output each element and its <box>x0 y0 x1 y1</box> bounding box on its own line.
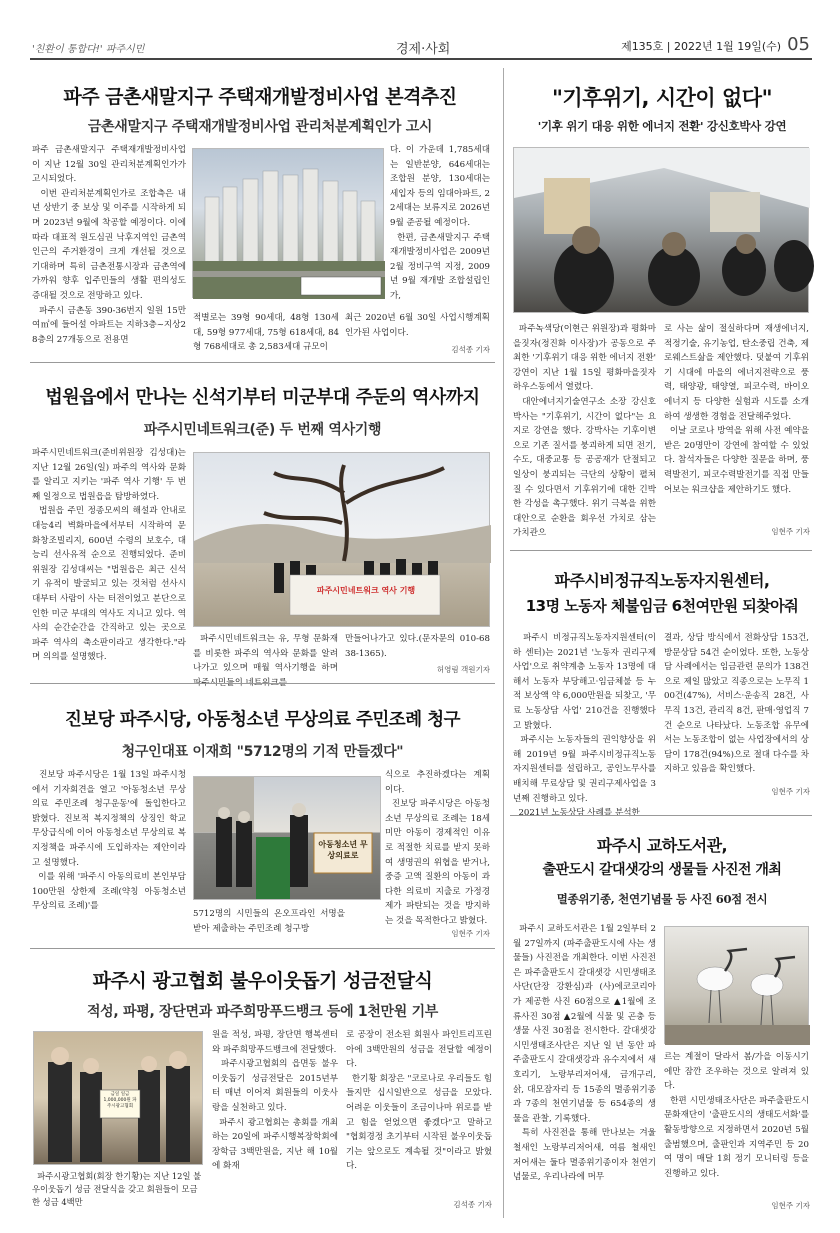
subhead-a2: 파주시민네트워크(준) 두 번째 역사기행 <box>143 422 382 438</box>
a3-col2: 5712명의 시민들의 온오프라인 서명을 받아 제출하는 주민조례 청구방 <box>193 909 348 934</box>
photo-history-tour-group <box>193 452 490 627</box>
photo-spoonbills <box>664 926 809 1044</box>
a4-caption: 파주시광고협회(회장 한기황)는 지난 12일 불우이웃돕기 성금 전달식을 갖고 회원들이 모금한 성금 4백만 <box>32 1171 202 1207</box>
a2-col1: 파주시민네트워크(준비위원장 김성대)는 지난 12월 26일(일) 파주의 역사와 문화를 알리고 지키는 '파주 역사 기행' 두 번째 일정으로 법원읍을 탐방하였다. 법원읍 주민 정종모씨의 해설과 안내로 대능4리 벽화마을에서부터 시작하여 문화창조빌리지, 600년 수령의 보호수, 대능리 선사유적 순으로 진행되었다. 준비위원장 김성대씨는 "법원읍은 최근 신석기 유적이 발굴되고 있는 것처럼 선사시대부터 사람이 사는 터전이었고 분단으로 인한 미군 부대의 역사도 지니고 있다. 역사의 순간순간을 간직하고 있는 곳으로 파주 역사의 축소판이라고 생각한다."라며 의의를 설명했다. <box>32 448 186 663</box>
issue-date: 제135호 | 2022년 1월 19일(수) <box>621 40 782 53</box>
subhead-a7: 멸종위기종, 천연기념물 등 사진 60점 전시 <box>556 892 768 906</box>
header-rule <box>30 58 812 60</box>
subhead-a1: 금촌새말지구 주택재개발정비사업 관리처분계획인가 고시 <box>87 119 433 135</box>
subhead-a3: 청구인대표 이재희 "5712명의 기적 만들겠다" <box>121 744 404 760</box>
divider-a5 <box>510 550 812 551</box>
a7-col1: 파주시 교하도서관은 1월 2일부터 2월 27일까지 (파주출판도시에 사는 생물들) 사진전을 개최한다. 이번 사진전은 파주출판도시 갈대샛강 시민생태조사단(단장 강환심)과 (사)에코코리아가 제공한 사진 60점으로 ▲1월에 조류사진 30점 ▲2월에 식물 및 곤충 등 생물 사진 30점을 전시한다. 갈대샛강 시민생태조사단은 지난 일 년 동안 파주출판도시 갈대샛강과 유수지에서 새호리기, 노랑부리저어새, 금개구리, 삵, 대모잠자리 등 15종의 멸종위기종과 7종의 천연기념물 등 654종의 생물을 관찰, 기록했다. 특히 사진전을 통해 만나보는 겨울 철새인 노랑부리저어새, 여름 철새인 저어새는 둘다 멸종위기종이자 천연기념물로, 우리나라에 머무 <box>513 924 656 1183</box>
a1-col2: 적별로는 39형 90세대, 48형 130세대, 59형 977세대, 75형 618세대, 84형 768세대로 총 2,583세대 규모이 <box>193 313 339 353</box>
donation-board-text: 금일 일금 1,000,000원 파주시광고협회 <box>103 1092 137 1109</box>
a4-byline: 김석종 기자 <box>453 1200 492 1209</box>
a6-col1: 파주시 비정규직노동자지원센터(이하 센터)는 2021년 '노동자 권리구제사업'으로 취약계층 노동자 13명에 대해서 노동자 부당해고·임금체불 등 누적 보상액 약 6,000만원을 되찾고, '무료 노동상담 사업' 210건을 진행했다고 밝혔다. 파주시는 노동자들의 권익향상을 위해 2019년 9월 파주시비정규직노동자지원센터를 설립하고, 공인노무사를 배치해 무료상담 및 권리구제사업을 3년째 진행하고 있다. 2021년 노동상담 사례를 분석한 <box>513 633 656 819</box>
a2-byline: 허영림 객원기자 <box>436 665 490 674</box>
a1-byline: 김석종 기자 <box>451 345 490 354</box>
a5-col1: 파주녹색당(이현근 위원장)과 평화마을짓자(정진화 이사장)가 공동으로 주최한 '기후위기 대응 위한 에너지 전환' 강연이 지난 1월 15일 평화마을짓자 하우스동에서 열렸다. 대안에너지기술연구소 소장 강신호 박사는 "기후위기, 시간이 없다"는 요지로 강연을 했다. 강박사는 기후이변으로 기존 질서를 붕괴하게 되면 전기, 수도, 대중교통 등 공공재가 단절되고 일상이 붕괴되는 극단의 상황이 펼쳐질 수 있다면서 기후위기에 대한 긴박한 각성을 촉구했다. 위기 극복을 위한 대안으로 순환을 회우선 가치로 삼는 가치관으 <box>513 324 656 539</box>
tour-illustration <box>194 453 491 628</box>
headline-a7-line1: 파주시 교하도서관, <box>596 836 728 855</box>
tour-banner-text: 파주시민네트워크 역사 기행 <box>316 586 416 595</box>
headline-a6-line1: 파주시비정규직노동자지원센터, <box>554 571 770 590</box>
subhead-a4: 적성, 파평, 장단면과 파주희망푸드뱅크 등에 1천만원 기부 <box>86 1004 439 1020</box>
a6-byline: 임현주 기자 <box>771 787 810 796</box>
a2-col3: 만들어나가고 있다.(문자문의 010-6838-1365). <box>345 634 490 659</box>
a7-col2: 르는 계절이 달라서 봄/가을 이동시기에만 잠깐 조우하는 것으로 알려져 있다. 한편 시민생태조사단은 파주출판도시문화재단이 '출판도시의 생태도서화'를 활동방향으로 지정하면서 2020년 5월 출범했으며, 출판인과 지역주민 등 20여 명이 매달 1회 정기 모니터링 등을 진행하고 있다. <box>664 1052 810 1179</box>
photo-apartment-rendering <box>192 148 384 298</box>
a1-col1: 파주 금촌새말지구 주택재개발정비사업이 지난 12월 30일 관리처분계획인가가 고시되었다. 이번 관리처분계획인가로 조합측은 내년 상반기 중 보상 및 이주를 시작하게 되며 2023년 9월에 착공할 예정이다. 이에 따라 대표적 원도심권 낙후지역인 금촌역 인근의 주거환경이 크게 개선될 것으로 기대하며 특히 금촌전통시장과 금촌역에 가까워 향후 입주민들의 생활 편의성도 증대될 것으로 전망하고 있다. 파주시 금촌동 390-36번지 일원 15만여㎡에 들어설 아파트는 지하3층~지상28층의 27개동으로 전용면 <box>32 145 186 345</box>
photo-press-conference <box>193 776 381 900</box>
headline-a1: 파주 금촌새말지구 주택재개발정비사업 본격추진 <box>63 86 457 108</box>
apartment-illustration <box>193 149 385 299</box>
press-sign-text: 아동청소년 무상의료로 <box>318 840 368 860</box>
a5-byline: 임현주 기자 <box>771 527 810 536</box>
page-number: 05 <box>787 34 810 55</box>
a4-col3: 로 공장이 전소된 회원사 파인트리프린아에 3백만원의 성금을 전달할 예정이다. 한기황 회장은 "코로나로 우리들도 힘들지만 십시일반으로 성금을 모았다. 어려운 이웃들이 조금이나마 위로를 받고 힘을 얻었으면 좋겠다"고 말하고 "협회경정 초기부터 시작된 불우이웃돕기는 앞으로도 계속될 것"이라고 밝혔다. <box>346 1030 492 1172</box>
a1-col3b: 최근 2020년 6월 30일 사업시행계획인가된 사업이다. <box>345 313 490 338</box>
photo-climate-lecture <box>513 147 809 313</box>
headline-a5: "기후위기, 시간이 없다" <box>551 86 773 110</box>
headline-a2: 법원읍에서 만나는 신석기부터 미군부대 주둔의 역사까지 <box>45 387 480 408</box>
a3-col3: 식으로 추진하겠다는 계획이다. 진보당 파주시당은 아동청소년 무상의료 조례는 18세 미만 아동이 경제적인 이유로 적절한 치료를 받지 못하여 생명권의 위협을 받거나, 중증 고액 질환의 아동이 과다한 의료비 지출로 가정경제가 파탄되는 것을 방지하는 것을 목적한다고 밝혔다. <box>385 770 490 926</box>
a1-col3a: 다. 이 가운데 1,785세대는 일반분양, 646세대는 조합원 분양, 130세대는 세입자 등의 임대아파트, 22세대는 보류지로 2026년 9월 준공될 예정이다. 한편, 금촌새말지구 주택재개발정비사업은 2009년 2월 정비구역 지정, 2009년 9월 재개발 조합설립인가, <box>390 145 490 301</box>
a6-col2: 결과, 상담 방식에서 전화상담 153건, 방문상담 54건 순이었다. 또한, 노동상담 사례에서는 임금관련 문의가 138건으로 제일 많았고 직종으로는 노무직 100건(47%), 서비스·운송직 28건, 사무직 13건, 관리직 8건, 판매·영업직 7건 순으로 나타났다. 노동조합 유무에서는 노동조합이 없는 사업장에서의 상담이 178건(94%)으로 절대 다수를 차지하고 있음을 확인했다. <box>664 633 812 775</box>
headline-a4: 파주시 광고협회 불우이웃돕기 성금전달식 <box>92 970 433 992</box>
divider-a2 <box>30 683 495 684</box>
subhead-a5: '기후 위기 대응 위한 에너지 전환' 강신호박사 강연 <box>537 119 787 133</box>
a3-col1: 진보당 파주시당은 1월 13일 파주시청에서 기자회견을 열고 '아동청소년 무상의료 주민조례 청구운동'에 돌입한다고 밝혔다. 진보적 복지정책의 상징인 학교 무상급식에 이어 아동청소년 무상의료 복지정책을 파주시에 도입하자는 제안이라고 설명했다. 이를 위해 '파주시 아동의료비 본인부담 100만원 상한제 조례(약칭 아동청소년 무상의료 조례)'를 <box>32 770 186 912</box>
headline-a3: 진보당 파주시당, 아동청소년 무상의료 주민조례 청구 <box>64 710 461 730</box>
column-divider <box>503 68 504 1218</box>
divider-a6 <box>510 815 812 816</box>
a3-byline: 임현주 기자 <box>451 929 490 938</box>
headline-a7-line2: 출판도시 갈대샛강의 생물들 사진전 개최 <box>542 862 782 878</box>
issue-info <box>621 34 810 55</box>
a7-byline: 임현주 기자 <box>771 1201 810 1210</box>
a4-col2: 원을 적성, 파평, 장단면 행복센터와 파주희망푸드뱅크에 전달했다. 파주시광고협회의 읍면동 불우이웃돕기 성금전달은 2015년부터 매년 이어져 회원들의 이웃사랑을 실천하고 있다. 파주시 광고협회는 총회를 개최하는 20일에 파주시행복장학회에 장학금 3백만원을, 지난 해 10월에 화재 <box>212 1030 339 1172</box>
masthead-slogan: '친환이 통합다!' 파주시민 <box>32 44 145 55</box>
divider-a3 <box>30 948 495 949</box>
section-title: 경제·사회 <box>396 42 451 57</box>
divider-a1 <box>30 362 495 363</box>
lecture-illustration <box>514 148 810 314</box>
headline-a6-line2: 13명 노동자 체불임금 6천여만원 되찾아줘 <box>525 597 799 615</box>
photo-donation-ceremony <box>33 1031 203 1165</box>
spoonbill-illustration <box>665 927 810 1045</box>
a2-col2: 파주시민네트워크는 유, 무형 문화재를 비롯한 파주의 역사와 문화를 알려 나가고 있으며 매월 역사기행을 하며 파주시민들의 네트워크를 <box>193 634 341 688</box>
a5-col2: 로 사는 삶이 절실하다며 재생에너지, 적정기술, 유기농업, 탄소중립 건축, 제로웨스트삶을 제안했다. 덧붙여 기후위기 시대에 마을의 에너지전략으로 풍력, 태양광, 태양열, 피코수력, 바이오 에너지 등 다양한 실험과 시도를 소개하여 생생한 경험을 전달해주었다. 이날 코로나 방역을 위해 사전 예약을 받은 20명만이 강연에 참여할 수 있었다. 참석자들은 다양한 질문을 하며, 풍력발전기, 피코수력발전기를 직접 만들어보는 워크샵을 제안하기도 했다. <box>664 324 810 495</box>
